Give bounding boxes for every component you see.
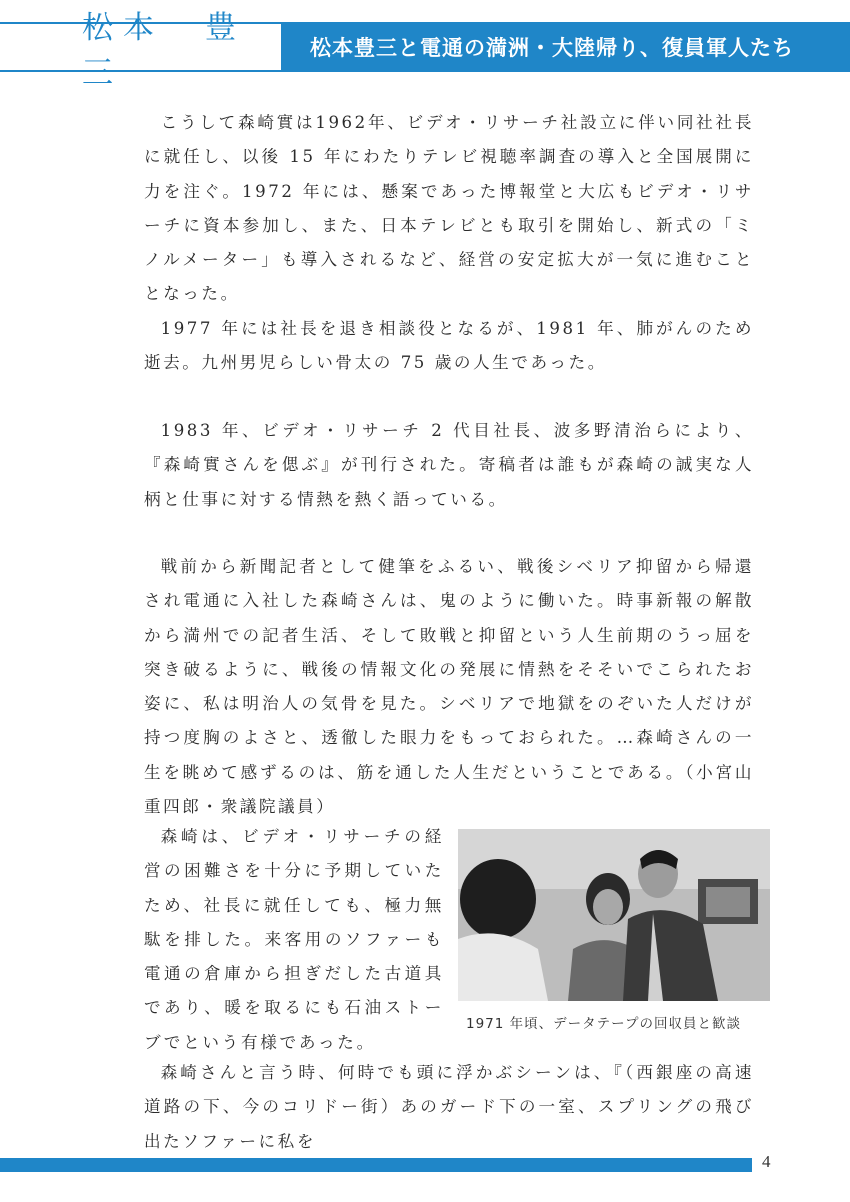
page-number: 4 [762,1152,771,1171]
author-box [0,10,283,91]
paragraph-5 [144,820,444,1060]
chapter-title: 松本豊三と電通の満洲・大陸帰り、復員軍人たち [310,36,794,60]
paragraph-2 [144,312,754,381]
paragraph-6 [144,1056,754,1159]
author-name: 松本 豊三 [82,10,246,91]
paragraph-text: 1983 年、ビデオ・リサーチ 2 代目社長、波多野清治らにより、『森崎實さんを偲ぶ』が刊行された。寄稿者は誰もが森崎の誠実な人柄と仕事に対する情熱を熱く語っている。 [144,421,754,509]
paragraph-3 [144,414,754,517]
paragraph-text: 戦前から新聞記者として健筆をふるい、戦後シベリア抑留から帰還され電通に入社した森崎さんは、鬼のように働いた。時事新報の解散から満州での記者生活、そして敗戦と抑留という人生前期のうっ屈を突き破るように、戦後の情報文化の発展に情熱をそそいでこられたお姿に、私は明治人の気骨を見た。シベリアで地獄をのぞいた人だけが持つ度胸のよさと、透徹した眼力をもっておられた。…森崎さんの一生を眺めて感ずるのは、筋を通した人生だということである。（小宮山重四郎・衆議院議員） [144,557,754,817]
photo-caption: 1971 年頃、データテープの回収員と歓談 [466,1016,741,1032]
footer-bar [0,1158,752,1172]
paragraph-text: 1977 年には社長を退き相談役となるが、1981 年、肺がんのため逝去。九州男児らしい骨太の 75 歳の人生であった。 [144,319,754,373]
photo-illustration [458,829,770,1001]
historical-photo [458,829,770,1001]
page-header [0,10,850,91]
paragraph-text: 森崎さんと言う時、何時でも頭に浮かぶシーンは、『（西銀座の高速道路の下、今のコリドー街）あのガード下の一室、スプリングの飛び出たソファーに私を [144,1063,754,1151]
paragraph-1 [144,106,754,312]
paragraph-text: 森崎は、ビデオ・リサーチの経営の困難さを十分に予期していたため、社長に就任しても、極力無駄を排した。来客用のソファーも電通の倉庫から担ぎだした古道具であり、暖を取るにも石油ストーブでという有様であった。 [144,827,444,1052]
paragraph-text: こうして森崎實は1962年、ビデオ・リサーチ社設立に伴い同社社長に就任し、以後 15 年にわたりテレビ視聴率調査の導入と全国展開に力を注ぐ。1972 年には、懸案であった博報堂と大広もビデオ・リサーチに資本参加し、また、日本テレビとも取引を開始し、新式の「ミノルメーター」も導入されるなど、経営の安定拡大が一気に進むこととなった。 [144,113,754,304]
quote-paragraph [144,550,754,824]
title-banner [283,22,850,72]
